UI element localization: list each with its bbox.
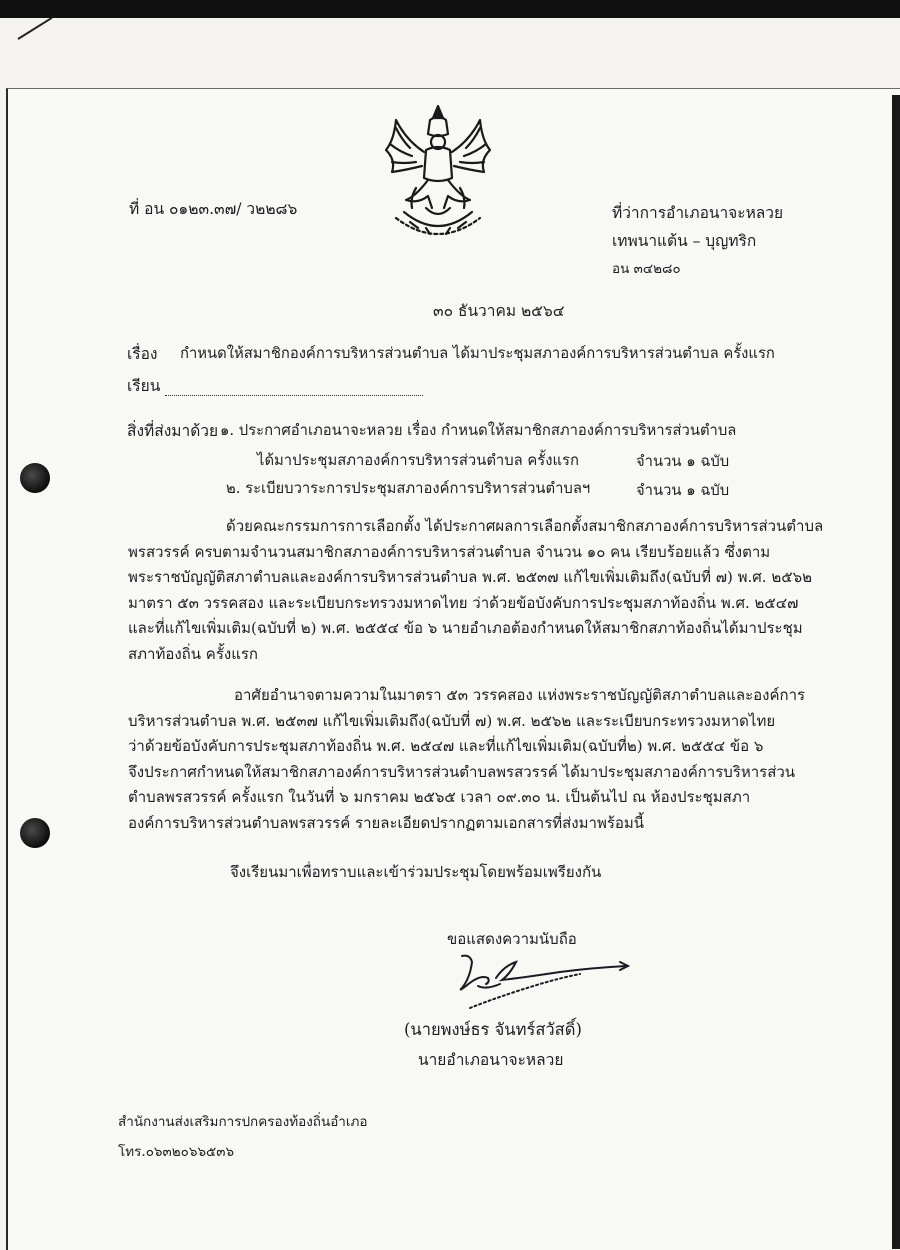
p2-line-6: องค์การบริหารส่วนตำบลพรสวรรค์ รายละเอียดปรากฏตามเอกสารที่ส่งมาพร้อมนี้ [128, 813, 645, 832]
pen-mark [17, 17, 52, 40]
scan-top-band [0, 0, 900, 18]
recipient-label: เรียน [127, 377, 161, 395]
office-name: ที่ว่าการอำเภอนาจะหลวย [612, 204, 784, 222]
p2-line-3: ว่าด้วยข้อบังคับการประชุมสภาท้องถิ่น พ.ศ. ๒๕๔๗ และที่แก้ไขเพิ่มเติม(ฉบับที่๒) พ.ศ. ๒๕๕๔ ข้อ ๖ [128, 737, 764, 756]
recipient-line [127, 376, 423, 396]
body-paragraph-2 [128, 683, 805, 837]
office-address: เทพนาแต้น – บุญทริก [612, 232, 757, 250]
subject-text: กำหนดให้สมาชิกองค์การบริหารส่วนตำบล ได้มาประชุมสภาองค์การบริหารส่วนตำบล ครั้งแรก [180, 345, 775, 362]
p1-line-3: พระราชบัญญัติสภาตำบลและองค์การบริหารส่วนตำบล พ.ศ. ๒๕๓๗ แก้ไขเพิ่มเติมถึง(ฉบับที่ ๗) พ.ศ. ๒๕๖๒ [128, 568, 812, 587]
signer-name: (นายพงษ์ธร จันทร์สวัสดิ์) [404, 1020, 582, 1039]
scan-right-edge [892, 95, 900, 1249]
subject-label: เรื่อง [127, 345, 158, 363]
p1-line-6: สภาท้องถิ่น ครั้งแรก [128, 644, 259, 663]
punch-hole-top [20, 463, 50, 493]
enclosure-1-line1: ๑. ประกาศอำเภอนาจะหลวย เรื่อง กำหนดให้สมาชิกสภาองค์การบริหารส่วนตำบล [220, 422, 737, 439]
letter-page [6, 88, 900, 1250]
p2-line-2: บริหารส่วนตำบล พ.ศ. ๒๕๓๗ แก้ไขเพิ่มเติมถึง(ฉบับที่ ๗) พ.ศ. ๒๕๖๒ และระเบียบกระทรวงมหาดไทย [128, 711, 776, 730]
enclosure-1-line2: ได้มาประชุมสภาองค์การบริหารส่วนตำบล ครั้งแรก [257, 452, 579, 469]
footer-phone: โทร.๐๖๓๒๐๖๖๕๓๖ [118, 1144, 235, 1160]
enclosures-label: สิ่งที่ส่งมาด้วย [127, 422, 219, 440]
reference-number: ที่ อน ๐๑๒๓.๓๗/ ว๒๒๘๖ [129, 200, 298, 218]
handwritten-signature-icon [440, 948, 640, 1018]
p1-line-4: มาตรา ๕๓ วรรคสอง และระเบียบกระทรวงมหาดไทย ว่าด้วยข้อบังคับการประชุมสภาท้องถิ่น พ.ศ. ๒๕๔๗ [128, 593, 799, 612]
office-postcode: อน ๓๔๒๘๐ [612, 261, 681, 277]
p2-line-4: จึงประกาศกำหนดให้สมาชิกสภาองค์การบริหารส่วนตำบลพรสวรรค์ ได้มาประชุมสภาองค์การบริหารส่วน [128, 762, 796, 781]
punch-hole-bottom [20, 818, 50, 848]
footer-department: สำนักงานส่งเสริมการปกครองท้องถิ่นอำเภอ [118, 1114, 368, 1130]
p2-line-5: ตำบลพรสวรรค์ ครั้งแรก ในวันที่ ๖ มกราคม ๒๕๖๕ เวลา ๐๙.๓๐ น. เป็นต้นไป ณ ห้องประชุมสภา [128, 788, 751, 807]
letter-date: ๓๐ ธันวาคม ๒๕๖๔ [433, 302, 565, 320]
p1-line-1: ด้วยคณะกรรมการการเลือกตั้ง ได้ประกาศผลการเลือกตั้งสมาชิกสภาองค์การบริหารส่วนตำบล [226, 517, 824, 535]
p1-line-2: พรสวรรค์ ครบตามจำนวนสมาชิกสภาองค์การบริหารส่วนตำบล จำนวน ๑๐ คน เรียบร้อยแล้ว ซึ่งตาม [128, 542, 771, 561]
closing-line: จึงเรียนมาเพื่อทราบและเข้าร่วมประชุมโดยพร้อมเพรียงกัน [230, 863, 602, 881]
enclosure-1-qty: จำนวน ๑ ฉบับ [636, 453, 730, 470]
enclosure-2-line1: ๒. ระเบียบวาระการประชุมสภาองค์การบริหารส่วนตำบลฯ [226, 480, 591, 497]
garuda-emblem-icon [366, 100, 510, 246]
p2-line-1: อาศัยอำนาจตามความในมาตรา ๕๓ วรรคสอง แห่งพระราชบัญญัติสภาตำบลและองค์การ [234, 686, 806, 704]
recipient-blank [165, 381, 423, 396]
p1-line-5: และที่แก้ไขเพิ่มเติม(ฉบับที่ ๒) พ.ศ. ๒๕๕๔ ข้อ ๖ นายอำเภอต้องกำหนดให้สมาชิกสภาท้องถิ่นได้มาประชุม [128, 619, 803, 638]
body-paragraph-1 [128, 514, 823, 668]
signer-position: นายอำเภอนาจะหลวย [418, 1051, 564, 1069]
regards-text: ขอแสดงความนับถือ [447, 930, 577, 948]
enclosure-2-qty: จำนวน ๑ ฉบับ [636, 482, 730, 499]
